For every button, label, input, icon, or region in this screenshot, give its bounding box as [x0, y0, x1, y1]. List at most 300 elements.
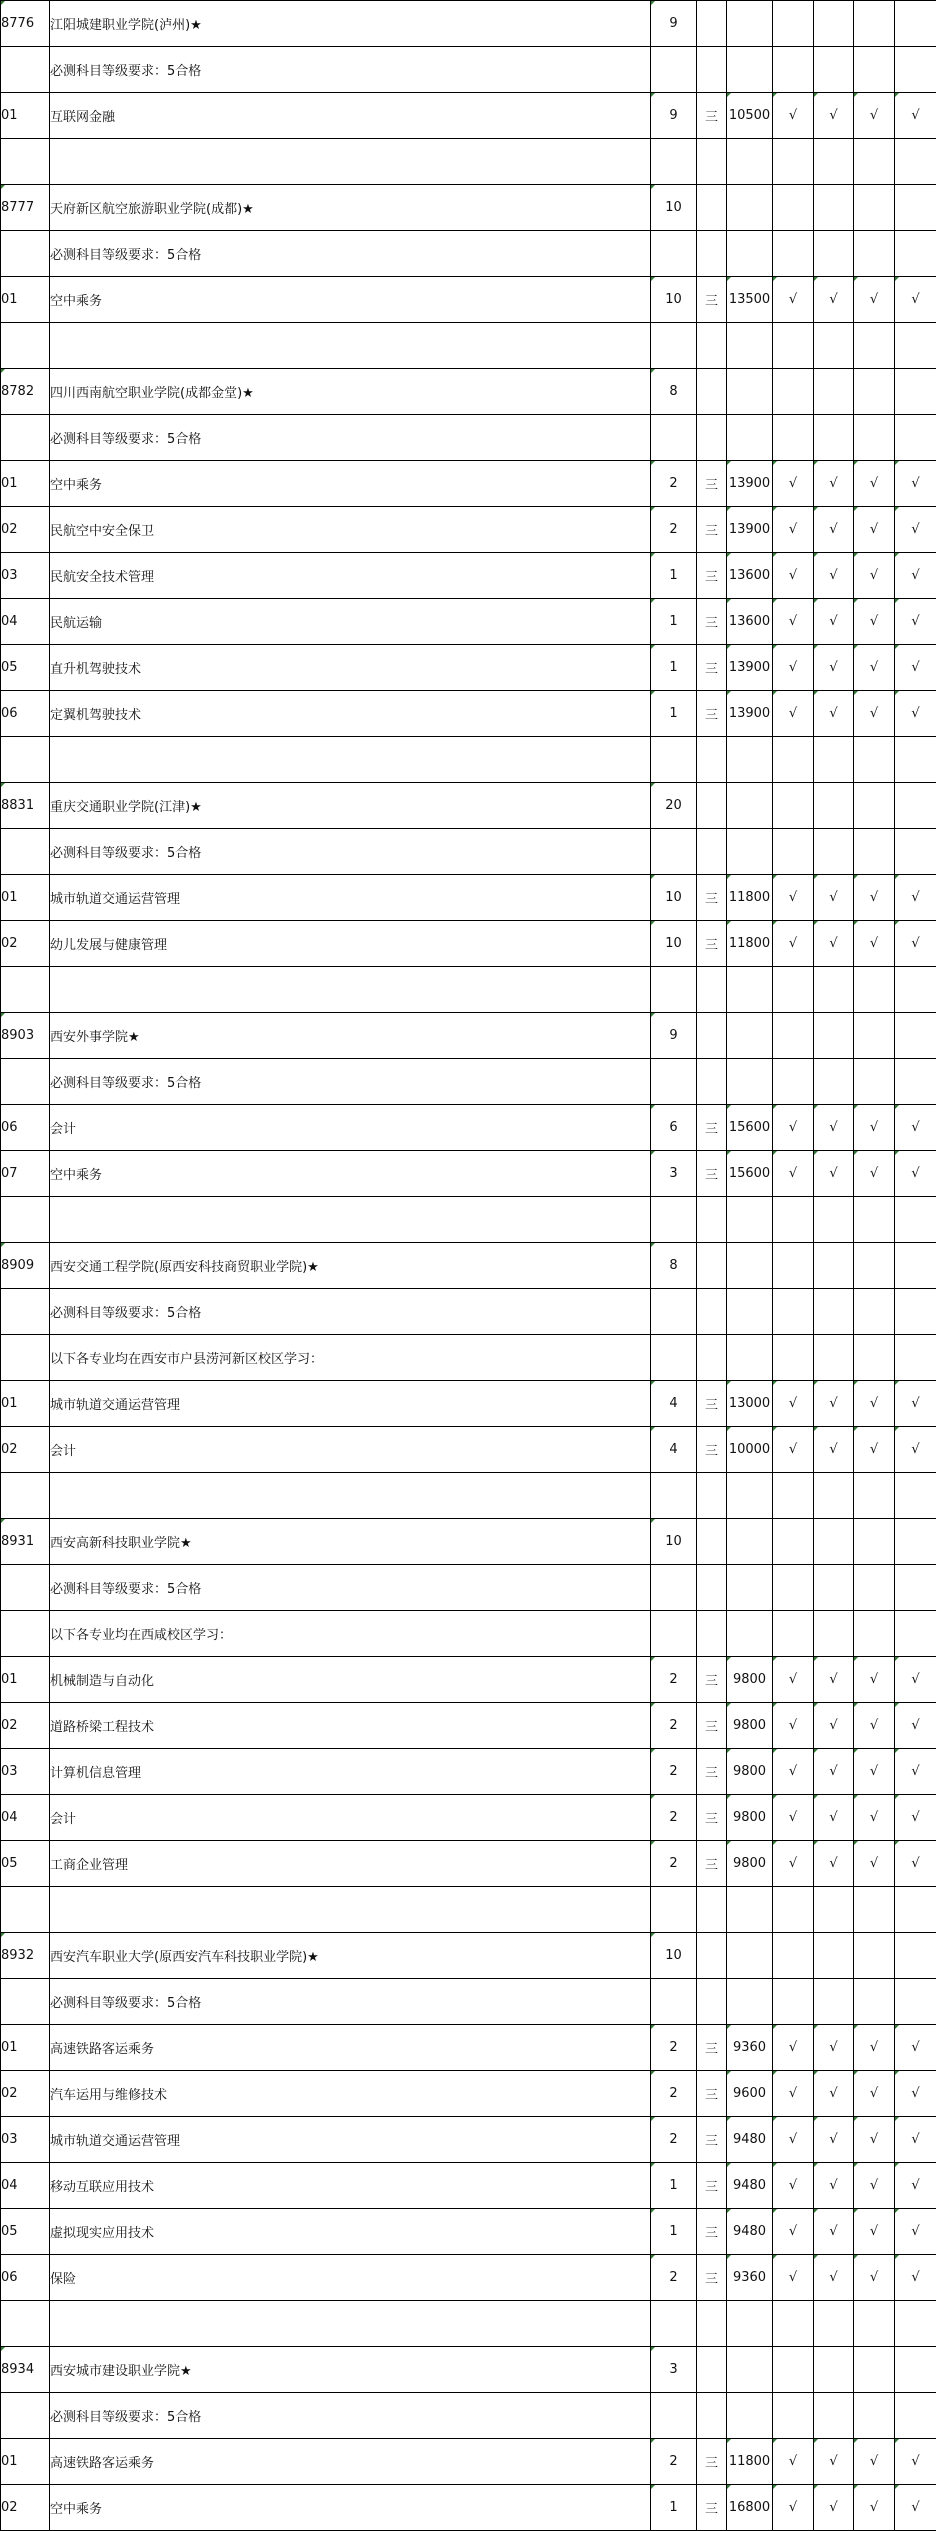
- check-cell: [773, 461, 814, 507]
- requirement-note-cell: 以下各专业均在西安市户县涝河新区校区学习：: [50, 1335, 651, 1381]
- major-name-cell: 高速铁路客运乘务: [50, 2439, 651, 2485]
- empty-cell: [727, 1565, 773, 1611]
- empty-cell: [895, 783, 936, 829]
- empty-cell: [651, 47, 697, 93]
- major-row: [1, 1749, 936, 1795]
- school-name-cell: 西安交通工程学院(原西安科技商贸职业学院)★: [50, 1243, 651, 1289]
- empty-cell: [773, 1933, 814, 1979]
- check-mark-icon: √: [829, 2224, 838, 2239]
- school-code-cell: 8831: [1, 783, 50, 829]
- major-code-cell: 01: [1, 461, 50, 507]
- major-code-cell: 02: [1, 507, 50, 553]
- empty-cell: [697, 1, 727, 47]
- check-mark-icon: √: [788, 2454, 798, 2469]
- empty-cell: [814, 1243, 854, 1289]
- check-mark-icon: √: [911, 1764, 920, 1779]
- empty-cell: [895, 1979, 936, 2025]
- check-cell: [895, 553, 936, 599]
- empty-cell: [814, 2393, 854, 2439]
- check-cell: [814, 921, 854, 967]
- check-mark-icon: √: [911, 292, 920, 307]
- major-row: [1, 645, 936, 691]
- empty-cell: [727, 967, 773, 1013]
- empty-cell: [773, 2347, 814, 2393]
- check-mark-icon: √: [869, 2086, 879, 2101]
- check-cell: [854, 645, 895, 691]
- check-mark-icon: √: [869, 2178, 879, 2193]
- check-mark-icon: √: [788, 2132, 798, 2147]
- major-name-cell: 城市轨道交通运营管理: [50, 875, 651, 921]
- check-mark-icon: √: [869, 2270, 879, 2285]
- major-code-cell: 06: [1, 1105, 50, 1151]
- empty-cell: [814, 1565, 854, 1611]
- check-cell: [773, 1795, 814, 1841]
- empty-cell: [697, 1887, 727, 1933]
- level-cell: 三: [697, 461, 727, 507]
- level-cell: 三: [697, 1105, 727, 1151]
- check-cell: [854, 1657, 895, 1703]
- empty-cell: [773, 967, 814, 1013]
- empty-cell: [814, 967, 854, 1013]
- empty-cell: [814, 1887, 854, 1933]
- check-cell: [854, 875, 895, 921]
- check-cell: [773, 2071, 814, 2117]
- plan-count-cell: 2: [651, 507, 697, 553]
- blank-row: [1, 323, 936, 369]
- major-code-cell: 02: [1, 2485, 50, 2531]
- plan-count-cell: 2: [651, 461, 697, 507]
- check-cell: [814, 2209, 854, 2255]
- empty-cell: [697, 1289, 727, 1335]
- empty-cell: [814, 415, 854, 461]
- tuition-cell: 9800: [727, 1657, 773, 1703]
- empty-cell: [697, 1059, 727, 1105]
- empty-cell: [727, 1611, 773, 1657]
- empty-cell: [814, 737, 854, 783]
- check-mark-icon: √: [788, 522, 798, 537]
- plan-count-cell: 8: [651, 369, 697, 415]
- empty-cell: [651, 1887, 697, 1933]
- plan-count-cell: 3: [651, 2347, 697, 2393]
- note-row: [1, 2393, 936, 2439]
- note-row: [1, 1979, 936, 2025]
- major-name-cell: 城市轨道交通运营管理: [50, 1381, 651, 1427]
- empty-cell: [895, 415, 936, 461]
- check-cell: [895, 921, 936, 967]
- major-code-cell: 04: [1, 599, 50, 645]
- check-cell: [814, 875, 854, 921]
- level-cell: 三: [697, 875, 727, 921]
- check-mark-icon: √: [788, 706, 798, 721]
- empty-cell: [854, 1335, 895, 1381]
- major-name-cell: 定翼机驾驶技术: [50, 691, 651, 737]
- check-mark-icon: √: [911, 108, 920, 123]
- empty-cell: [697, 323, 727, 369]
- check-cell: [895, 1703, 936, 1749]
- check-mark-icon: √: [788, 2040, 798, 2055]
- tuition-cell: 9360: [727, 2025, 773, 2071]
- level-cell: 三: [697, 2485, 727, 2531]
- major-code-cell: 03: [1, 2117, 50, 2163]
- empty-cell: [814, 323, 854, 369]
- check-cell: [854, 2255, 895, 2301]
- empty-cell: [773, 1289, 814, 1335]
- empty-cell: [895, 1059, 936, 1105]
- empty-cell: [727, 2347, 773, 2393]
- major-row: [1, 1105, 936, 1151]
- major-row: [1, 1795, 936, 1841]
- major-row: [1, 1657, 936, 1703]
- empty-cell: [773, 231, 814, 277]
- empty-cell: [854, 829, 895, 875]
- check-mark-icon: √: [911, 936, 920, 951]
- empty-cell: [854, 185, 895, 231]
- check-mark-icon: √: [911, 1856, 920, 1871]
- check-cell: [773, 507, 814, 553]
- empty-cell: [50, 967, 651, 1013]
- school-code-cell: 8934: [1, 2347, 50, 2393]
- empty-cell: [1, 1059, 50, 1105]
- empty-cell: [854, 783, 895, 829]
- plan-count-cell: 9: [651, 93, 697, 139]
- empty-cell: [651, 1197, 697, 1243]
- check-mark-icon: √: [869, 2224, 879, 2239]
- plan-count-cell: 1: [651, 599, 697, 645]
- level-cell: 三: [697, 2117, 727, 2163]
- empty-cell: [697, 1335, 727, 1381]
- plan-count-cell: 2: [651, 1657, 697, 1703]
- empty-cell: [697, 967, 727, 1013]
- major-row: [1, 93, 936, 139]
- requirement-note-cell: 必测科目等级要求：5合格: [50, 231, 651, 277]
- level-cell: 三: [697, 1749, 727, 1795]
- empty-cell: [651, 323, 697, 369]
- check-mark-icon: √: [829, 2086, 838, 2101]
- empty-cell: [773, 1243, 814, 1289]
- empty-cell: [697, 415, 727, 461]
- level-cell: 三: [697, 645, 727, 691]
- major-code-cell: 01: [1, 1381, 50, 1427]
- check-cell: [895, 875, 936, 921]
- empty-cell: [773, 1519, 814, 1565]
- empty-cell: [1, 737, 50, 783]
- empty-cell: [854, 1243, 895, 1289]
- major-row: [1, 2255, 936, 2301]
- empty-cell: [854, 369, 895, 415]
- check-mark-icon: √: [911, 568, 920, 583]
- check-cell: [854, 599, 895, 645]
- plan-count-cell: 4: [651, 1427, 697, 1473]
- check-cell: [773, 1703, 814, 1749]
- check-mark-icon: √: [788, 1672, 798, 1687]
- empty-cell: [814, 1473, 854, 1519]
- empty-cell: [773, 1979, 814, 2025]
- check-mark-icon: √: [829, 890, 838, 905]
- check-mark-icon: √: [829, 1442, 838, 1457]
- check-cell: [895, 1795, 936, 1841]
- check-mark-icon: √: [829, 292, 838, 307]
- requirement-note-cell: 以下各专业均在西咸校区学习：: [50, 1611, 651, 1657]
- check-cell: [854, 691, 895, 737]
- major-code-cell: 04: [1, 1795, 50, 1841]
- empty-cell: [814, 829, 854, 875]
- empty-cell: [895, 967, 936, 1013]
- empty-cell: [697, 783, 727, 829]
- tuition-cell: 13000: [727, 1381, 773, 1427]
- check-mark-icon: √: [788, 568, 798, 583]
- empty-cell: [854, 1565, 895, 1611]
- check-cell: [773, 1841, 814, 1887]
- plan-count-cell: 1: [651, 691, 697, 737]
- empty-cell: [697, 231, 727, 277]
- empty-cell: [854, 967, 895, 1013]
- empty-cell: [895, 1, 936, 47]
- check-cell: [854, 1703, 895, 1749]
- check-cell: [814, 461, 854, 507]
- check-mark-icon: √: [869, 1856, 879, 1871]
- major-name-cell: 移动互联应用技术: [50, 2163, 651, 2209]
- empty-cell: [1, 1979, 50, 2025]
- check-mark-icon: √: [788, 1764, 798, 1779]
- check-mark-icon: √: [829, 2132, 838, 2147]
- empty-cell: [895, 2347, 936, 2393]
- level-cell: 三: [697, 277, 727, 323]
- plan-count-cell: 1: [651, 2163, 697, 2209]
- tuition-cell: 15600: [727, 1151, 773, 1197]
- empty-cell: [854, 1, 895, 47]
- empty-cell: [697, 1979, 727, 2025]
- check-cell: [814, 2255, 854, 2301]
- empty-cell: [697, 185, 727, 231]
- empty-cell: [697, 2347, 727, 2393]
- empty-cell: [814, 1289, 854, 1335]
- empty-cell: [814, 1197, 854, 1243]
- check-mark-icon: √: [869, 1396, 879, 1411]
- check-cell: [773, 1657, 814, 1703]
- empty-cell: [697, 1565, 727, 1611]
- empty-cell: [651, 1335, 697, 1381]
- major-code-cell: 06: [1, 2255, 50, 2301]
- check-cell: [814, 1795, 854, 1841]
- check-cell: [773, 553, 814, 599]
- empty-cell: [773, 1611, 814, 1657]
- empty-cell: [773, 1565, 814, 1611]
- requirement-note-cell: 必测科目等级要求：5合格: [50, 1979, 651, 2025]
- major-code-cell: 02: [1, 921, 50, 967]
- check-cell: [814, 553, 854, 599]
- empty-cell: [814, 185, 854, 231]
- check-cell: [814, 2025, 854, 2071]
- empty-cell: [727, 2301, 773, 2347]
- check-mark-icon: √: [829, 2178, 838, 2193]
- empty-cell: [814, 1611, 854, 1657]
- tuition-cell: 16800: [727, 2485, 773, 2531]
- empty-cell: [727, 1473, 773, 1519]
- school-name-cell: 西安高新科技职业学院★: [50, 1519, 651, 1565]
- plan-count-cell: 10: [651, 1933, 697, 1979]
- level-cell: 三: [697, 2439, 727, 2485]
- major-code-cell: 02: [1, 1703, 50, 1749]
- empty-cell: [50, 139, 651, 185]
- school-name-cell: 江阳城建职业学院(泸州)★: [50, 1, 651, 47]
- empty-cell: [854, 2301, 895, 2347]
- major-row: [1, 2209, 936, 2255]
- empty-cell: [814, 1059, 854, 1105]
- tuition-cell: 13900: [727, 691, 773, 737]
- major-row: [1, 507, 936, 553]
- major-name-cell: 道路桥梁工程技术: [50, 1703, 651, 1749]
- major-name-cell: 民航空中安全保卫: [50, 507, 651, 553]
- check-cell: [854, 921, 895, 967]
- check-cell: [895, 599, 936, 645]
- check-mark-icon: √: [911, 1718, 920, 1733]
- check-cell: [854, 2071, 895, 2117]
- empty-cell: [651, 415, 697, 461]
- plan-count-cell: 9: [651, 1013, 697, 1059]
- tuition-cell: 13600: [727, 599, 773, 645]
- check-mark-icon: √: [829, 476, 838, 491]
- empty-cell: [854, 47, 895, 93]
- empty-cell: [814, 2347, 854, 2393]
- plan-count-cell: 1: [651, 553, 697, 599]
- plan-count-cell: 2: [651, 1703, 697, 1749]
- level-cell: 三: [697, 599, 727, 645]
- check-mark-icon: √: [788, 890, 798, 905]
- major-code-cell: 07: [1, 1151, 50, 1197]
- tuition-cell: 9800: [727, 1703, 773, 1749]
- requirement-note-cell: 必测科目等级要求：5合格: [50, 415, 651, 461]
- check-mark-icon: √: [788, 108, 798, 123]
- check-cell: [773, 691, 814, 737]
- check-cell: [895, 93, 936, 139]
- plan-count-cell: 20: [651, 783, 697, 829]
- check-mark-icon: √: [829, 614, 838, 629]
- school-code-cell: 8777: [1, 185, 50, 231]
- plan-count-cell: 3: [651, 1151, 697, 1197]
- level-cell: 三: [697, 2255, 727, 2301]
- major-name-cell: 空中乘务: [50, 461, 651, 507]
- major-row: [1, 921, 936, 967]
- empty-cell: [895, 1473, 936, 1519]
- check-mark-icon: √: [869, 108, 879, 123]
- major-name-cell: 机械制造与自动化: [50, 1657, 651, 1703]
- empty-cell: [854, 2393, 895, 2439]
- check-mark-icon: √: [829, 1672, 838, 1687]
- check-cell: [773, 1427, 814, 1473]
- school-name-cell: 西安城市建设职业学院★: [50, 2347, 651, 2393]
- empty-cell: [727, 829, 773, 875]
- level-cell: 三: [697, 1841, 727, 1887]
- empty-cell: [854, 1473, 895, 1519]
- empty-cell: [697, 369, 727, 415]
- check-mark-icon: √: [788, 292, 798, 307]
- empty-cell: [651, 1473, 697, 1519]
- check-mark-icon: √: [829, 1810, 838, 1825]
- tuition-cell: 10500: [727, 93, 773, 139]
- tuition-cell: 13900: [727, 461, 773, 507]
- plan-count-cell: 10: [651, 277, 697, 323]
- plan-count-cell: 2: [651, 1841, 697, 1887]
- empty-cell: [854, 1979, 895, 2025]
- tuition-cell: 9480: [727, 2117, 773, 2163]
- check-mark-icon: √: [829, 568, 838, 583]
- level-cell: 三: [697, 2209, 727, 2255]
- major-row: [1, 2485, 936, 2531]
- major-code-cell: 06: [1, 691, 50, 737]
- check-mark-icon: √: [869, 1442, 879, 1457]
- major-name-cell: 幼儿发展与健康管理: [50, 921, 651, 967]
- empty-cell: [895, 47, 936, 93]
- check-cell: [814, 2117, 854, 2163]
- empty-cell: [697, 1933, 727, 1979]
- empty-cell: [854, 737, 895, 783]
- major-name-cell: 虚拟现实应用技术: [50, 2209, 651, 2255]
- major-row: [1, 2439, 936, 2485]
- empty-cell: [773, 2393, 814, 2439]
- major-row: [1, 691, 936, 737]
- major-name-cell: 民航运输: [50, 599, 651, 645]
- empty-cell: [814, 1335, 854, 1381]
- empty-cell: [1, 231, 50, 277]
- empty-cell: [727, 1519, 773, 1565]
- major-row: [1, 2163, 936, 2209]
- major-row: [1, 1427, 936, 1473]
- major-name-cell: 空中乘务: [50, 277, 651, 323]
- empty-cell: [727, 1059, 773, 1105]
- empty-cell: [895, 1197, 936, 1243]
- check-cell: [895, 1427, 936, 1473]
- empty-cell: [697, 47, 727, 93]
- check-cell: [895, 2117, 936, 2163]
- tuition-cell: 9800: [727, 1795, 773, 1841]
- empty-cell: [773, 829, 814, 875]
- check-mark-icon: √: [829, 2270, 838, 2285]
- tuition-cell: 9360: [727, 2255, 773, 2301]
- empty-cell: [651, 1611, 697, 1657]
- empty-cell: [1, 2301, 50, 2347]
- empty-cell: [727, 1933, 773, 1979]
- empty-cell: [895, 231, 936, 277]
- check-cell: [895, 1841, 936, 1887]
- empty-cell: [814, 1933, 854, 1979]
- empty-cell: [1, 1473, 50, 1519]
- check-mark-icon: √: [829, 2500, 838, 2515]
- check-cell: [773, 2025, 814, 2071]
- check-mark-icon: √: [869, 890, 879, 905]
- plan-count-cell: 9: [651, 1, 697, 47]
- school-name-cell: 西安外事学院★: [50, 1013, 651, 1059]
- plan-count-cell: 10: [651, 185, 697, 231]
- check-cell: [895, 1381, 936, 1427]
- level-cell: 三: [697, 2071, 727, 2117]
- school-code-cell: 8931: [1, 1519, 50, 1565]
- check-cell: [814, 1151, 854, 1197]
- empty-cell: [895, 1933, 936, 1979]
- note-row: [1, 1611, 936, 1657]
- check-cell: [773, 1105, 814, 1151]
- empty-cell: [895, 2301, 936, 2347]
- school-row: [1, 1519, 936, 1565]
- check-cell: [895, 1657, 936, 1703]
- major-name-cell: 汽车运用与维修技术: [50, 2071, 651, 2117]
- major-name-cell: 会计: [50, 1427, 651, 1473]
- major-row: [1, 553, 936, 599]
- empty-cell: [773, 323, 814, 369]
- check-cell: [854, 2117, 895, 2163]
- empty-cell: [1, 1887, 50, 1933]
- empty-cell: [854, 1611, 895, 1657]
- major-name-cell: 直升机驾驶技术: [50, 645, 651, 691]
